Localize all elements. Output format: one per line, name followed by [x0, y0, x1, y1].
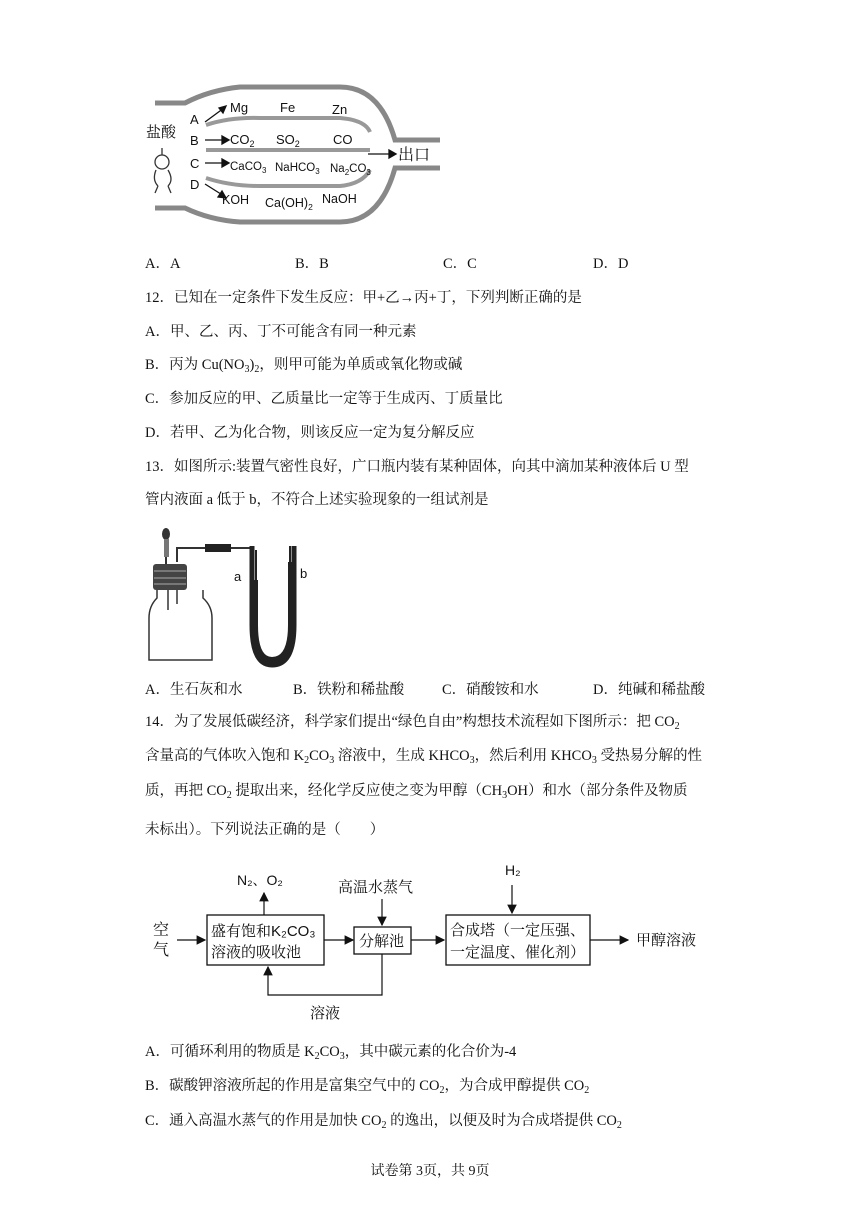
channel-item: Zn	[332, 102, 348, 117]
recycle-label: 溶液	[310, 1005, 341, 1022]
q12-option-d[interactable]: D．若甲、乙为化合物，则该反应一定为复分解反应	[145, 425, 475, 441]
q14-stem-line1: 14．为了发展低碳经济，科学家们提出“绿色自由”构想技术流程如下图所示：把 $CO_2$	[145, 714, 680, 732]
channel-letter: C	[190, 156, 200, 171]
q13-apparatus	[0, 520, 860, 670]
q12-option-a[interactable]: A．甲、乙、丙、丁不可能含有同一种元素	[145, 324, 417, 340]
option-b[interactable]: B．铁粉和稀盐酸	[293, 682, 405, 698]
channel-item: Mg	[230, 100, 249, 115]
person-icon	[154, 148, 171, 193]
option-d[interactable]: D．纯碱和稀盐酸	[593, 682, 705, 698]
q14-option-a[interactable]: A．可循环利用的物质是 $K_2CO_3$，其中碳元素的化合价为-4	[145, 1044, 517, 1062]
channel-letter: B	[190, 133, 199, 148]
q14-stem-line4: 未标出）。下列说法正确的是（ ）	[145, 822, 385, 838]
q14-option-b[interactable]: B．碳酸钾溶液所起的作用是富集空气中的 $CO_2$，为合成甲醇提供 $CO_2$	[145, 1078, 590, 1096]
option-d[interactable]: D．D	[593, 256, 629, 272]
option-a[interactable]: A．A	[145, 256, 181, 272]
air-label: 气	[153, 942, 170, 959]
product-label: 甲醇溶液	[636, 932, 697, 949]
channel-item: Fe	[280, 100, 296, 115]
page-footer: 试卷第 3页，共 9页	[370, 1164, 490, 1179]
channel-letter: D	[190, 177, 200, 192]
air-label: 空	[153, 922, 170, 939]
channel-item: $CO_2$	[230, 132, 255, 149]
synthesis-label: 一定温度、催化剂）	[450, 944, 586, 961]
option-a[interactable]: A．生石灰和水	[145, 682, 243, 698]
steam-label: 高温水蒸气	[338, 879, 414, 896]
q14-flow-diagram	[0, 855, 860, 1035]
synthesis-label: 合成塔（一定压强、	[450, 922, 586, 939]
channel-item: $SO_2$	[276, 132, 300, 149]
channel-item: $Na_2CO_3$	[330, 163, 371, 177]
q13-stem-line2: 管内液面 a 低于 b，不符合上述实验现象的一组试剂是	[145, 492, 489, 508]
q12-stem: 12．已知在一定条件下发生反应：甲+乙→丙+丁，下列判断正确的是	[145, 290, 582, 306]
outlet-label: 出口	[398, 147, 431, 164]
option-c[interactable]: C．C	[443, 256, 477, 272]
channel-item: CO	[333, 132, 353, 147]
q12-option-b[interactable]: B．丙为 $Cu(NO_3)_2$，则甲可能为单质或氧化物或碱	[145, 357, 463, 375]
channel-item: KOH	[222, 193, 250, 207]
channel-item: $Ca(OH)_2$	[265, 196, 313, 212]
absorber-label: 溶液的吸收池	[211, 944, 302, 961]
u-tube-label-a: a	[234, 569, 242, 584]
channel-item: NaOH	[322, 192, 357, 206]
channel-letter: A	[190, 112, 199, 127]
q12-option-c[interactable]: C．参加反应的甲、乙质量比一定等于生成丙、丁质量比	[145, 391, 503, 407]
h2-label: H₂	[505, 862, 521, 878]
q14-option-c[interactable]: C．通入高温水蒸气的作用是加快 $CO_2$ 的逸出，以便及时为合成塔提供 $CO_2$	[145, 1113, 622, 1131]
q13-stem-line1: 13．如图所示:装置气密性良好，广口瓶内装有某种固体，向其中滴加某种液体后 U 型	[145, 459, 689, 475]
q11-figure	[0, 0, 860, 240]
vent-label: N₂、O₂	[237, 872, 283, 888]
absorber-label: 盛有饱和K₂CO₃	[211, 923, 316, 940]
u-tube-label-b: b	[300, 566, 308, 581]
q14-stem-line3: 质，再把 $CO_2$ 提取出来，经化学反应使之变为甲醇$(CH_3OH)$和水（部分条件及物质	[145, 783, 688, 801]
channel-item: NaHCO$_3$	[275, 162, 320, 176]
option-b[interactable]: B．B	[295, 256, 329, 272]
inlet-label: 盐酸	[146, 124, 177, 141]
q14-stem-line2: 含量高的气体吹入饱和 $K_2CO_3$ 溶液中，生成 $KHCO_3$，然后利用 $KHCO_3$ 受热易分解的性	[145, 748, 702, 766]
decomposer-label: 分解池	[359, 933, 405, 950]
channel-item: CaCO$_3$	[230, 161, 267, 175]
option-c[interactable]: C．硝酸铵和水	[442, 682, 539, 698]
